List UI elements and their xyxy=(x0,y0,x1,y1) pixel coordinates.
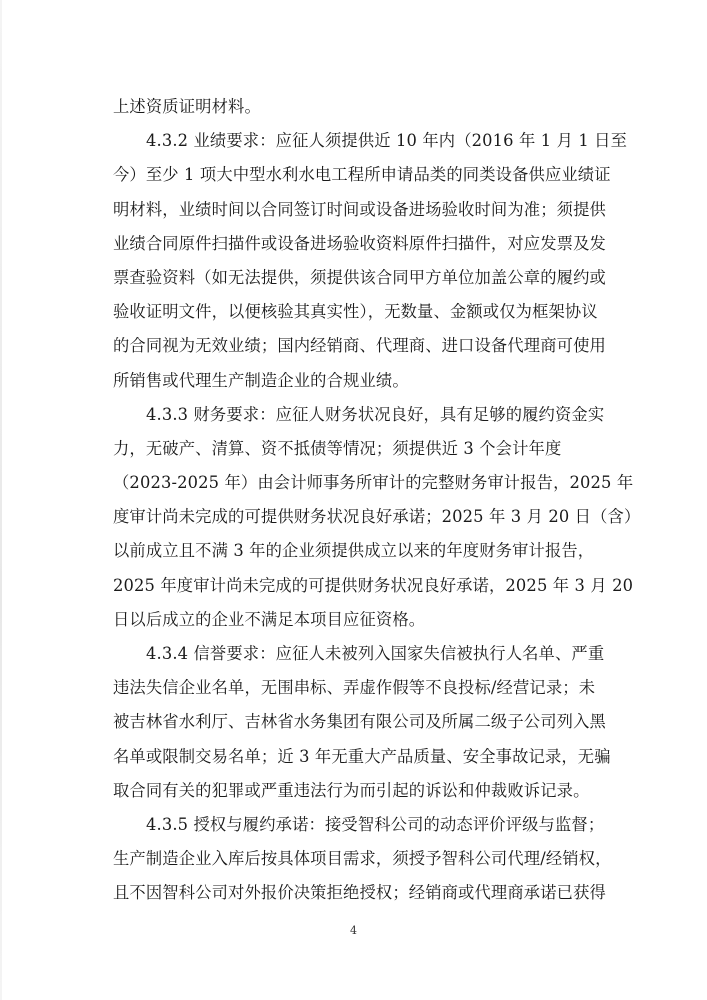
text-line: 业绩合同原件扫描件或设备进场验收资料原件扫描件，对应发票及发 xyxy=(113,233,606,253)
text-line: 名单或限制交易名单；近 3 年无重大产品质量、安全事故记录，无骗 xyxy=(113,746,611,766)
text-line: 4.3.5 授权与履约承诺：接受智科公司的动态评价评级与监督； xyxy=(146,814,605,834)
text-line: 以前成立且不满 3 年的企业须提供成立以来的年度财务审计报告， xyxy=(113,541,595,561)
text-line: 明材料，业绩时间以合同签订时间或设备进场验收时间为准；须提供 xyxy=(113,199,606,219)
text-line: 所销售或代理生产制造企业的合规业绩。 xyxy=(113,370,409,390)
text-line: 票查验资料（如无法提供，须提供该合同甲方单位加盖公章的履约或 xyxy=(113,267,606,287)
page-number: 4 xyxy=(350,924,357,937)
text-line: 4.3.3 财务要求：应征人财务状况良好，具有足够的履约资金实 xyxy=(146,404,605,424)
text-line: 2025 年度审计尚未完成的可提供财务状况良好承诺，2025 年 3 月 20 xyxy=(113,575,634,595)
paragraph-4-3-4-credit xyxy=(113,637,609,808)
text-line: 今）至少 1 项大中型水利水电工程所申请品类的同类设备供应业绩证 xyxy=(113,165,611,185)
text-line: 4.3.2 业绩要求：应征人须提供近 10 年内（2016 年 1 月 1 日至 xyxy=(146,131,628,151)
text-line: 取合同有关的犯罪或严重违法行为而引起的诉讼和仲裁败诉记录。 xyxy=(113,780,590,800)
scan-edge-shadow xyxy=(0,0,2,1000)
text-line: 度审计尚未完成的可提供财务状况良好承诺；2025 年 3 月 20 日（含） xyxy=(113,507,641,527)
text-line: 且不因智科公司对外报价决策拒绝授权；经销商或代理商承诺已获得 xyxy=(113,883,606,903)
text-line: 违法失信企业名单，无围串标、弄虚作假等不良投标/经营记录；未 xyxy=(113,678,596,698)
text-line: 被吉林省水利厅、吉林省水务集团有限公司及所属二级子公司列入黑 xyxy=(113,712,606,732)
text-line: 上述资质证明材料。 xyxy=(113,97,261,116)
text-line: 验收证明文件，以便核验其真实性），无数量、金额或仅为框架协议 xyxy=(113,302,598,322)
paragraph-4-3-3-financial xyxy=(113,398,641,637)
paragraph-qualification-materials-end xyxy=(113,90,609,124)
text-line: 日以后成立的企业不满足本项目应征资格。 xyxy=(113,609,426,629)
document-body xyxy=(113,90,641,911)
text-line: 的合同视为无效业绩；国内经销商、代理商、进口设备代理商可使用 xyxy=(113,336,606,356)
text-line: （2023-2025 年）由会计师事务所审计的完整财务审计报告，2025 年 xyxy=(113,473,634,493)
paragraph-4-3-5-authorization xyxy=(113,808,612,911)
text-line: 生产制造企业入库后按具体项目需求，须授予智科公司代理/经销权， xyxy=(113,849,612,869)
text-line: 力，无破产、清算、资不抵债等情况；须提供近 3 个会计年度 xyxy=(113,438,562,458)
paragraph-4-3-2-performance xyxy=(113,124,628,398)
text-line: 4.3.4 信誉要求：应征人未被列入国家失信被执行人名单、严重 xyxy=(146,644,605,663)
